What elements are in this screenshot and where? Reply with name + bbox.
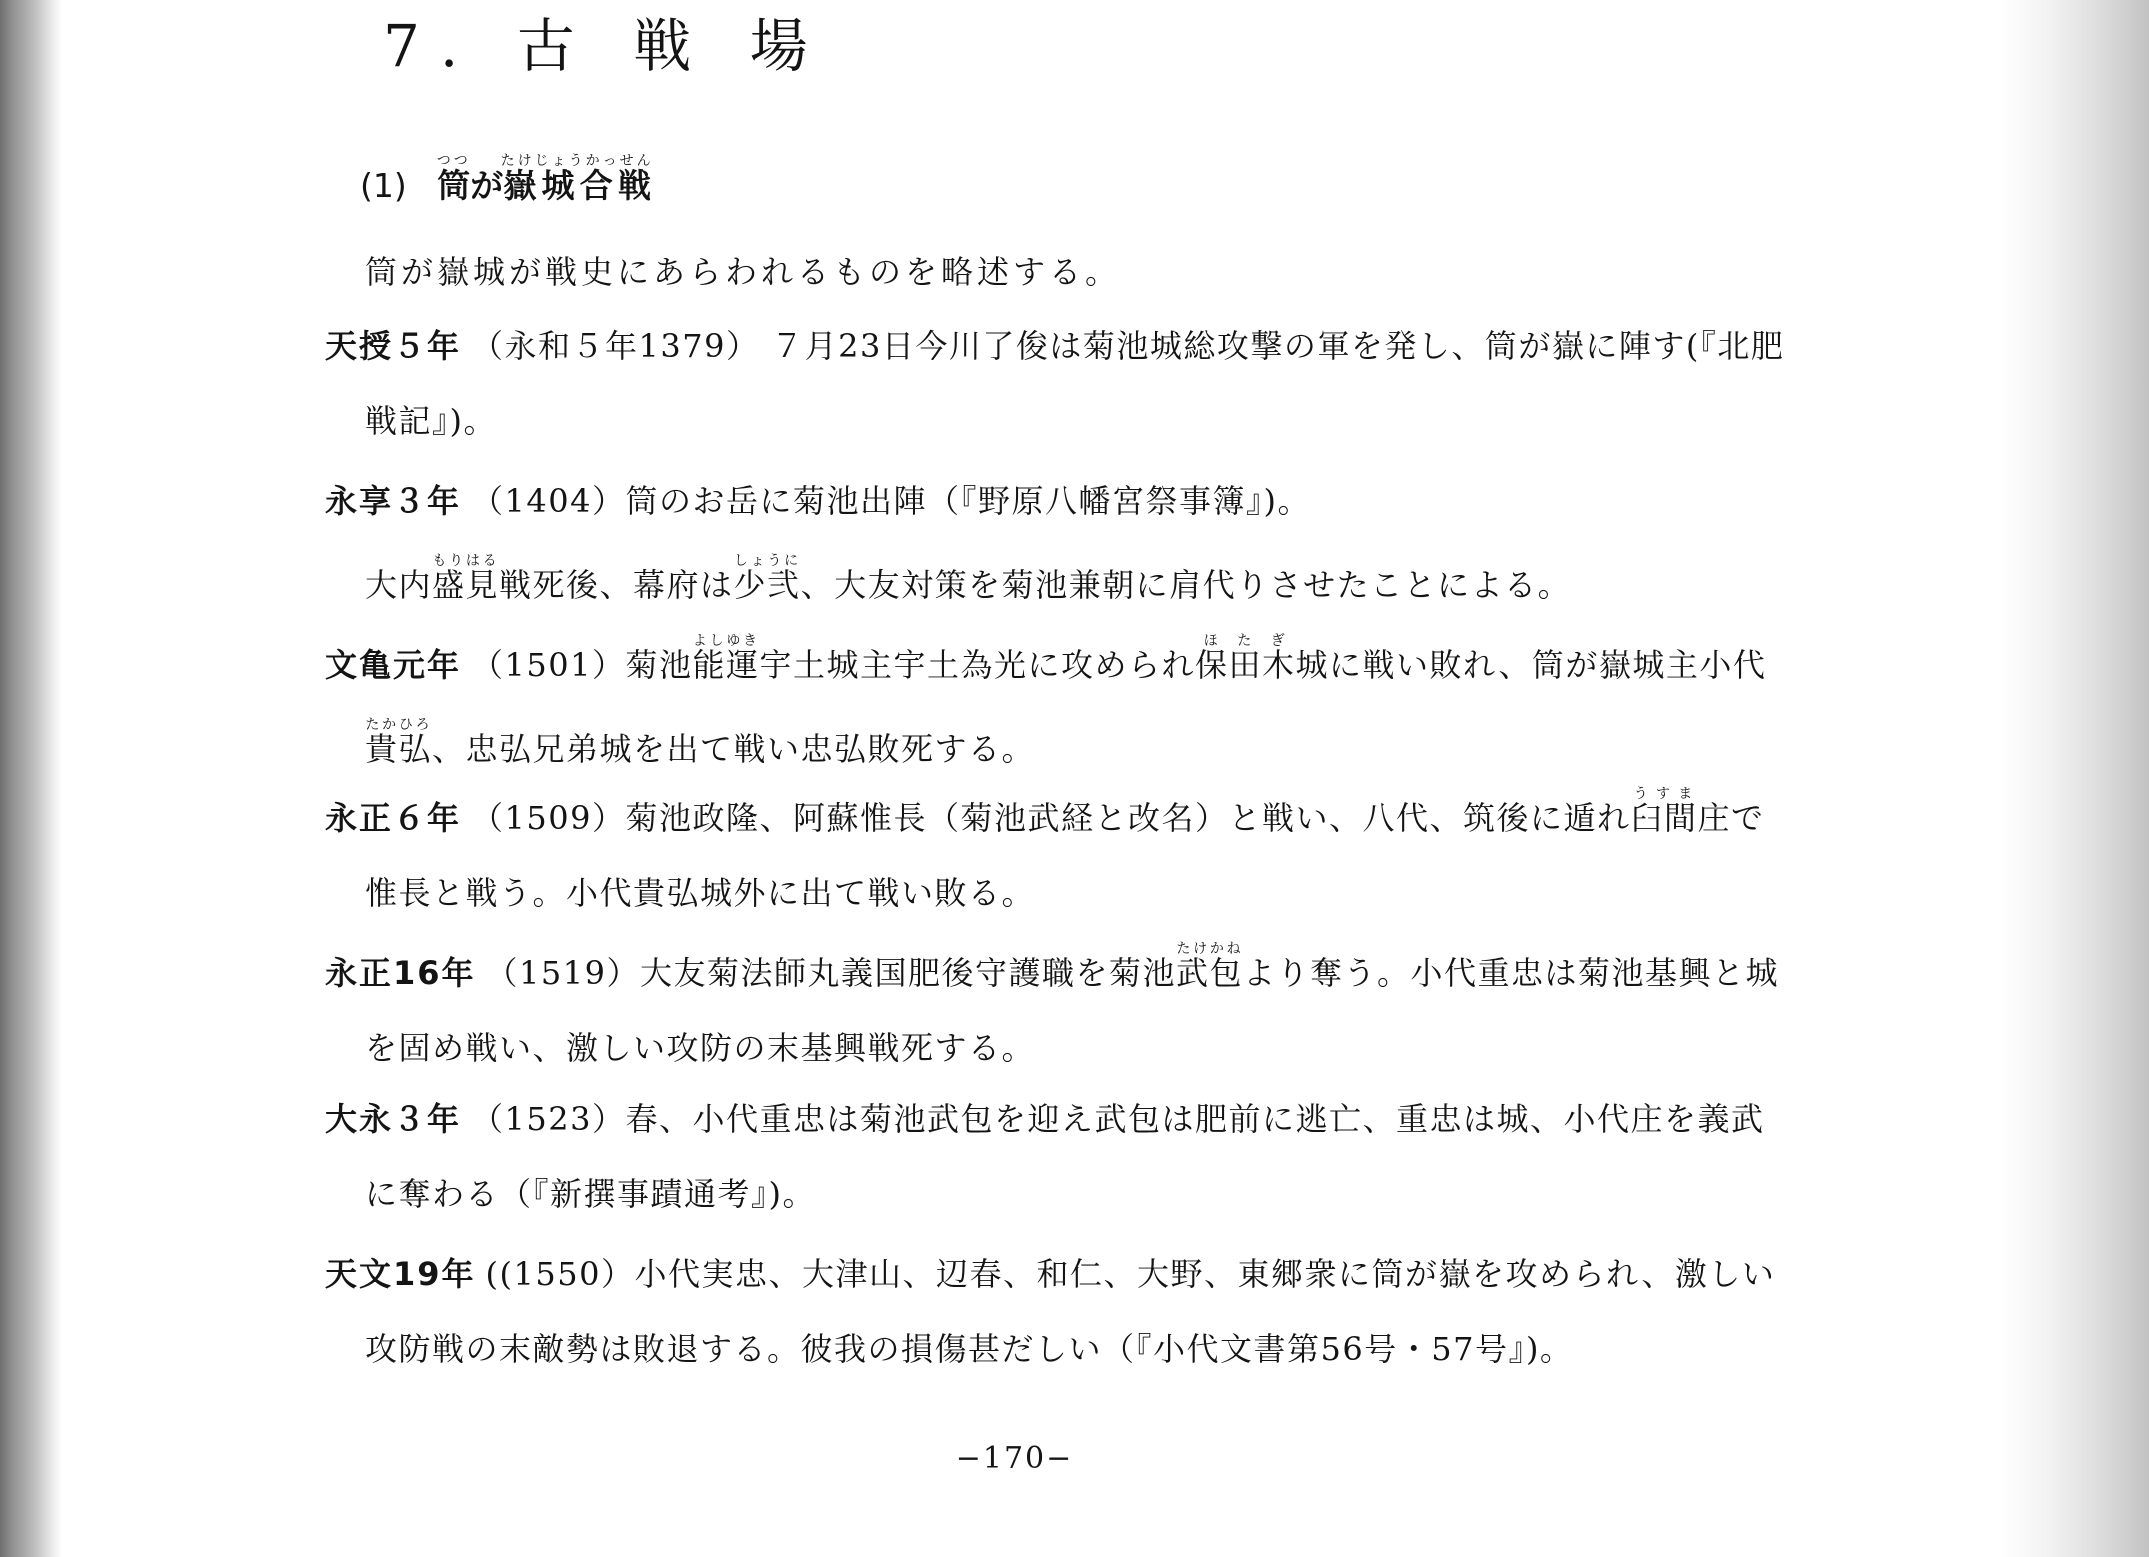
- entry-line: 文亀元年 （1501）菊池能運よしゆき宇土城主宇土為光に攻められ保田木ほたぎ城に戦い敗れ、筒が嶽城主小代: [325, 633, 1767, 684]
- entry-line: 永正６年 （1509）菊池政隆、阿蘇惟長（菊池武経と改名）と戦い、八代、筑後に遁れ臼間うすま庄で: [325, 786, 1765, 837]
- section-heading: [360, 153, 654, 207]
- entry-year: 文亀元年: [325, 646, 462, 684]
- entry-line: 大内盛見もりはる戦死後、幕府は少弐しょうに、大友対策を菊池兼朝に肩代りさせたことによる。: [365, 553, 1572, 604]
- entry-year: 天授５年: [325, 327, 462, 365]
- entry-year: 永享３年: [325, 482, 462, 520]
- entry-line: 攻防戦の末敵勢は敗退する。彼我の損傷甚だしい（『小代文書第56号・57号』)。: [365, 1330, 1574, 1368]
- entry-eikyo-3: [325, 478, 1940, 608]
- chapter-title: 7. 古 戦 場: [383, 12, 828, 80]
- entry-line: 永享３年 （1404）筒のお岳に菊池出陣（『野原八幡宮祭事簿』)。: [325, 482, 1311, 520]
- entry-eisho-16: [325, 941, 1940, 1071]
- page-number-wrapper: [0, 1441, 2149, 1476]
- entry-line: 惟長と戦う。小代貴弘城外に出て戦い敗る。: [365, 874, 1036, 912]
- section-title: 筒つつが嶽城合戦たけじょうかっせん: [436, 153, 654, 205]
- entry-line: に奪わる（『新撰事蹟通考』)。: [365, 1175, 816, 1213]
- entry-line: 大永３年 （1523）春、小代重忠は菊池武包を迎え武包は肥前に逃亡、重忠は城、小代庄を義武: [325, 1100, 1765, 1138]
- entry-bunki-1: [325, 633, 1940, 772]
- entry-tenbun-19: [325, 1251, 1940, 1372]
- entry-tenju-5: [325, 323, 1940, 444]
- entry-line: を固め戦い、激しい攻防の末基興戦死する。: [365, 1029, 1036, 1067]
- section-number: (1): [360, 166, 407, 205]
- scan-shadow-left: [0, 0, 62, 1557]
- entry-taiei-3: [325, 1096, 1940, 1217]
- entry-line: 天授５年 （永和５年1379） ７月23日今川了俊は菊池城総攻撃の軍を発し、筒が嶽に陣す(『北肥: [325, 327, 1785, 365]
- entry-line: 天文19年 ((1550）小代実忠、大津山、辺春、和仁、大野、東郷衆に筒が嶽を攻められ、激しい: [325, 1255, 1776, 1293]
- page-number: −170−: [955, 1441, 1074, 1476]
- entry-year: 永正６年: [325, 799, 462, 837]
- entry-line: 戦記』)。: [365, 402, 497, 440]
- entry-line: 貴弘たかひろ、忠弘兄弟城を出て戦い忠弘敗死する。: [365, 717, 1036, 768]
- entry-year: 永正16年: [325, 954, 476, 992]
- entry-year: 天文19年: [325, 1255, 476, 1293]
- entry-eisho-6: [325, 786, 1940, 916]
- intro-paragraph: 筒が嶽城が戦史にあらわれるものを略述する。: [365, 253, 1122, 291]
- scan-shadow-right: [1999, 0, 2149, 1557]
- entry-line: 永正16年 （1519）大友菊法師丸義国肥後守護職を菊池武包たけかねより奪う。小代重忠は菊池基興と城: [325, 941, 1780, 992]
- entry-year: 大永３年: [325, 1100, 462, 1138]
